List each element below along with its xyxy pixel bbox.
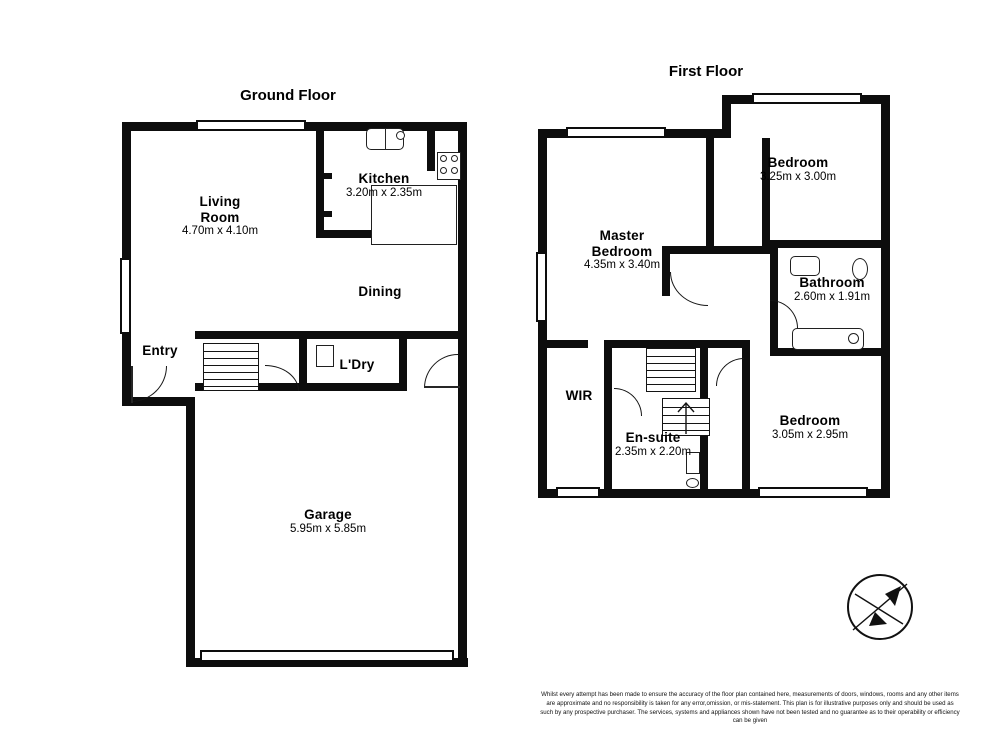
wall-ldry-bottom [299,383,407,391]
room-dim-master: 4.35m x 3.40m [583,259,661,272]
room-name-living-1: Living [199,194,241,209]
wall-gf-garage-right [458,390,467,667]
kitchen-tap-icon [396,131,405,140]
wall-bed2-bottom [762,240,890,248]
kitchen-sink-divider-icon [385,128,386,150]
room-label-kitchen [320,171,448,200]
room-label-ensuite [598,430,708,459]
north-arrow-icon [845,572,915,642]
wall-stair-top [604,340,750,348]
window-living-left [120,258,131,334]
wall-hall-top-left [195,331,307,339]
wall-landing-right-upper [706,138,714,248]
room-dim-bedroom2: 3.25m x 3.00m [759,170,837,183]
room-name-laundry: L'Dry [339,357,375,372]
room-label-laundry [322,357,392,373]
first-floor-title: First Floor [668,63,744,80]
room-dim-ensuite: 2.35m x 2.20m [614,445,692,458]
wall-kitchen-right-upper [427,131,435,171]
room-dim-kitchen: 3.20m x 2.35m [345,186,423,199]
room-label-dining [320,284,440,300]
bath-tap-icon [848,333,859,344]
rear-door-swing [424,354,458,388]
staircase-first [646,348,696,392]
room-name-ensuite: En-suite [625,430,681,445]
ground-floor-title: Ground Floor [240,87,336,104]
room-dim-bedroom3: 3.05m x 2.95m [771,428,849,441]
room-dim-bathroom: 2.60m x 1.91m [793,290,871,303]
ensuite-basin-icon [686,478,699,488]
kitchen-doorway-lower [316,211,332,217]
room-label-bedroom2 [735,155,861,184]
window-master-left [536,252,547,322]
staircase-ground [203,343,259,391]
room-name-master-1: Master [599,228,645,243]
room-name-garage: Garage [304,507,352,522]
ensuite-door-swing [614,388,642,416]
disclaimer-text: Whilst every attempt has been made to ensure the accuracy of the floor plan contained here, measurements of doors, windows, rooms and any other items are approximate and no responsibility is taken for any error,omission, or mis-statement. This plan is for illustrative purposes only and should be used as such by any prospective purchaser. The services, systems and appliances shown have not been tested and no guarantee as to their operability or efficiency can be given [540,691,960,725]
master-bedroom-door-swing [670,272,708,306]
wall-wir-right [604,340,612,490]
room-name-bedroom3: Bedroom [779,413,841,428]
room-name-wir: WIR [565,388,593,403]
window-bed2-top [752,93,862,104]
window-living-top [196,120,306,131]
window-master-top [566,127,666,138]
room-dim-garage: 5.95m x 5.85m [289,522,367,535]
room-name-bedroom2: Bedroom [767,155,829,170]
hob-burner-icon [451,167,458,174]
hob-burner-icon [440,155,447,162]
room-name-living-2: Room [200,209,240,225]
bedroom3-door-swing [716,358,744,386]
hob-burner-icon [451,155,458,162]
room-label-bedroom3 [747,413,873,442]
room-label-master [558,228,686,272]
room-name-entry: Entry [142,343,178,358]
bathroom-door-swing [770,300,798,328]
room-dim-living: 4.70m x 4.10m [181,225,259,238]
entry-door-leaf [131,366,133,403]
room-name-dining: Dining [358,284,402,299]
wall-hall-top-right [307,331,467,339]
rear-door-leaf [424,386,460,388]
wall-ldry-right [399,339,407,391]
garage-door-swing [265,365,299,391]
room-name-bathroom: Bathroom [799,275,865,290]
room-label-bathroom [770,275,894,304]
room-label-wir [546,388,612,404]
room-label-garage [258,507,398,536]
wall-gf-garage-left [186,397,195,667]
window-bed3-bottom [758,487,868,498]
room-label-living [150,194,290,238]
wall-wir-top [538,340,588,348]
room-name-kitchen: Kitchen [358,171,410,186]
window-ensuite-bottom [556,487,600,498]
room-label-entry [120,343,200,359]
garage-door [200,650,454,662]
vanity-basin-icon [790,256,820,276]
room-name-master-2: Bedroom [591,243,653,259]
